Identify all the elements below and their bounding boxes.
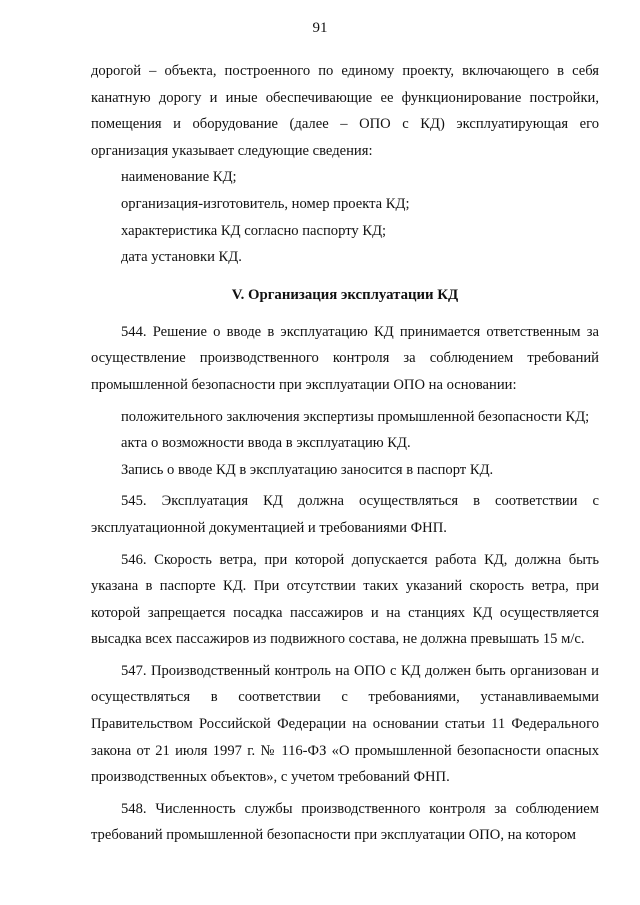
paragraph-544: 544. Решение о вводе в эксплуатацию КД принимается ответственным за осуществление производственного контроля за соблюдением требований промышленной безопасности при эксплуатации ОПО на основании: <box>91 323 599 393</box>
paragraph-544-record: Запись о вводе КД в эксплуатацию заносится в паспорт КД. <box>121 461 494 478</box>
paragraph-548: 548. Численность службы производственного контроля за соблюдением требований промышленной безопасности при эксплуатации ОПО, на котором <box>91 800 599 844</box>
paragraph-547: 547. Производственный контроль на ОПО с КД должен быть организован и осуществляться в соответствии с требованиями, устанавливаемыми Правительством Российской Федерации на основании статьи 11 Федерального закона от 21 июля 1997 г. № 116-ФЗ «О промышленной безопасности опасных производственных объектов», с учетом требований ФНП. <box>91 662 599 786</box>
paragraph-545: 545. Эксплуатация КД должна осуществляться в соответствии с эксплуатационной документацией и требованиями ФНП. <box>91 493 599 536</box>
list-item-characteristics: характеристика КД согласно паспорту КД; <box>121 222 387 239</box>
paragraph-546: 546. Скорость ветра, при которой допускается работа КД, должна быть указана в паспорте КД. При отсутствии таких указаний скорость ветра, при которой запрещается посадка пассажиров и на станциях КД осуществляется высадка всех пассажиров из подвижного состава, не должна превышать 15 м/с. <box>91 551 599 648</box>
paragraph-544-act: акта о возможности ввода в эксплуатацию КД. <box>121 435 411 452</box>
list-item-name: наименование КД; <box>121 169 237 186</box>
page-content <box>91 58 599 849</box>
paragraph-continuation: дорогой – объекта, построенного по единому проекту, включающего в себя канатную дорогу и иные обеспечивающие ее функционирование постройки, помещения и оборудование (далее – ОПО с КД) эксплуатирующая его организация указывает следующие сведения: <box>91 63 599 159</box>
paragraph-544-conclusion: положительного заключения экспертизы промышленной безопасности КД; <box>121 408 590 425</box>
list-item-manufacturer: организация-изготовитель, номер проекта КД; <box>121 195 410 212</box>
page-number: 91 <box>312 20 328 36</box>
section-heading: V. Организация эксплуатации КД <box>231 286 459 303</box>
list-item-install-date: дата установки КД. <box>121 249 242 266</box>
